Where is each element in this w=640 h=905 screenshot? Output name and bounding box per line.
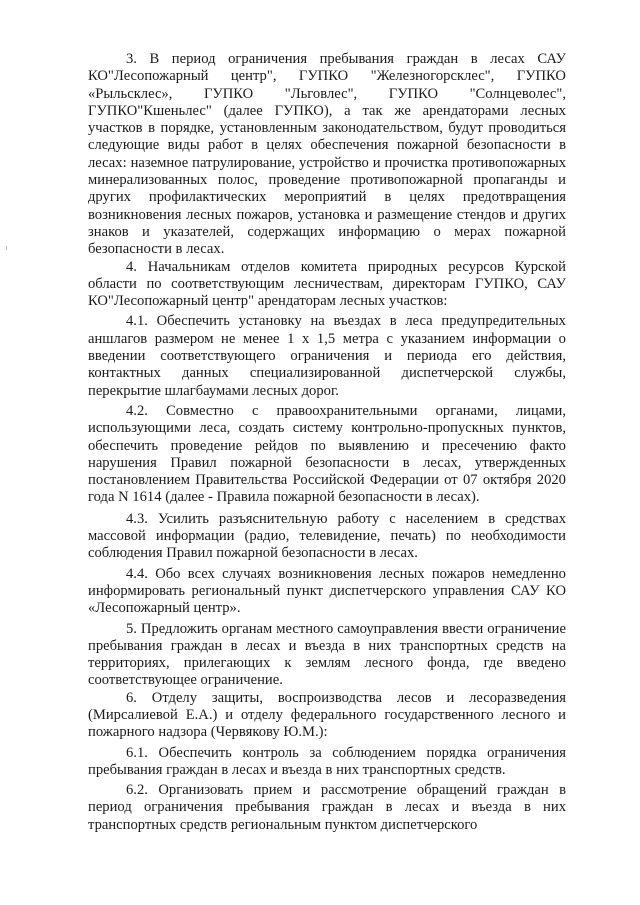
paragraph-6-1: 6.1. Обеспечить контроль за соблюдением порядка ограничения пребывания граждан в лесах и въезда в них транспортных средств.	[88, 744, 566, 778]
paragraph-6: 6. Отделу защиты, воспроизводства лесов и лесоразведения (Мирсалиевой Е.А.) и отделу федерального государственного лесного и пожарного надзора (Червякову Ю.М.):	[88, 689, 566, 741]
paragraph-4-4: 4.4. Обо всех случаях возникновения лесных пожаров немедленно информировать региональный пункт диспетчерского управления САУ КО «Лесопожарный центр».	[88, 565, 566, 617]
scan-edge-mark	[6, 246, 7, 250]
paragraph-4-3: 4.3. Усилить разъяснительную работу с населением в средствах массовой информации (радио, телевидение, печать) по необходимости соблюдения Правил пожарной безопасности в лесах.	[88, 510, 566, 562]
paragraph-4-1: 4.1. Обеспечить установку на въездах в леса предупредительных аншлагов размером не менее 1 х 1,5 метра с указанием информации о введении соответствующего ограничения и периода его действия, контактных данных специализированной диспетчерской службы, перекрытие шлагбаумами лесных дорог.	[88, 313, 566, 399]
paragraph-6-2: 6.2. Организовать прием и рассмотрение обращений граждан в период ограничения пребывания граждан в лесах и въезда в них транспортных средств региональным пунктом диспетчерского	[88, 782, 566, 833]
paragraph-4-2: 4.2. Совместно с правоохранительными органами, лицами, использующими леса, создать систему контрольно-пропускных пунктов, обеспечить проведение рейдов по выявлению и пресечению факто нарушения Правил пожарной безопасности в лесах, утвержденных постановлением Правительства Российской Федерации от 07 октября 2020 года N 1614 (далее - Правила пожарной безопасности в лесах).	[88, 402, 566, 506]
paragraph-5: 5. Предложить органам местного самоуправления ввести ограничение пребывания граждан в лесах и въезда в них транспортных средств на территориях, прилегающих к землям лесного фонда, где введено соответствующее ограничение.	[88, 620, 566, 689]
paragraph-3: 3. В период ограничения пребывания граждан в лесах САУ КО"Лесопожарный центр", ГУПКО "Железногорсклес", ГУПКО «Рыльсклес», ГУПКО "Льговлес", ГУПКО "Солнцеволес", ГУПКО"Кшеньлес" (далее ГУПКО), а так же арендаторами лесных участков в порядке, установленным законодательством, будут проводиться следующие виды работ в целях обеспечения пожарной безопасности в лесах: наземное патрулирование, устройство и прочистка противопожарных минерализованных полос, проведение противопожарной пропаганды и других профилактических мероприятий в целях предотвращения возникновения лесных пожаров, установка и размещение стендов и других знаков и указателей, содержащих информацию о мерах пожарной безопасности в лесах.	[88, 51, 566, 258]
document-page	[88, 51, 566, 834]
paragraph-4: 4. Начальникам отделов комитета природных ресурсов Курской области по соответствующим лесничествам, директорам ГУПКО, САУ КО"Лесопожарный центр" арендаторам лесных участков:	[88, 258, 566, 310]
